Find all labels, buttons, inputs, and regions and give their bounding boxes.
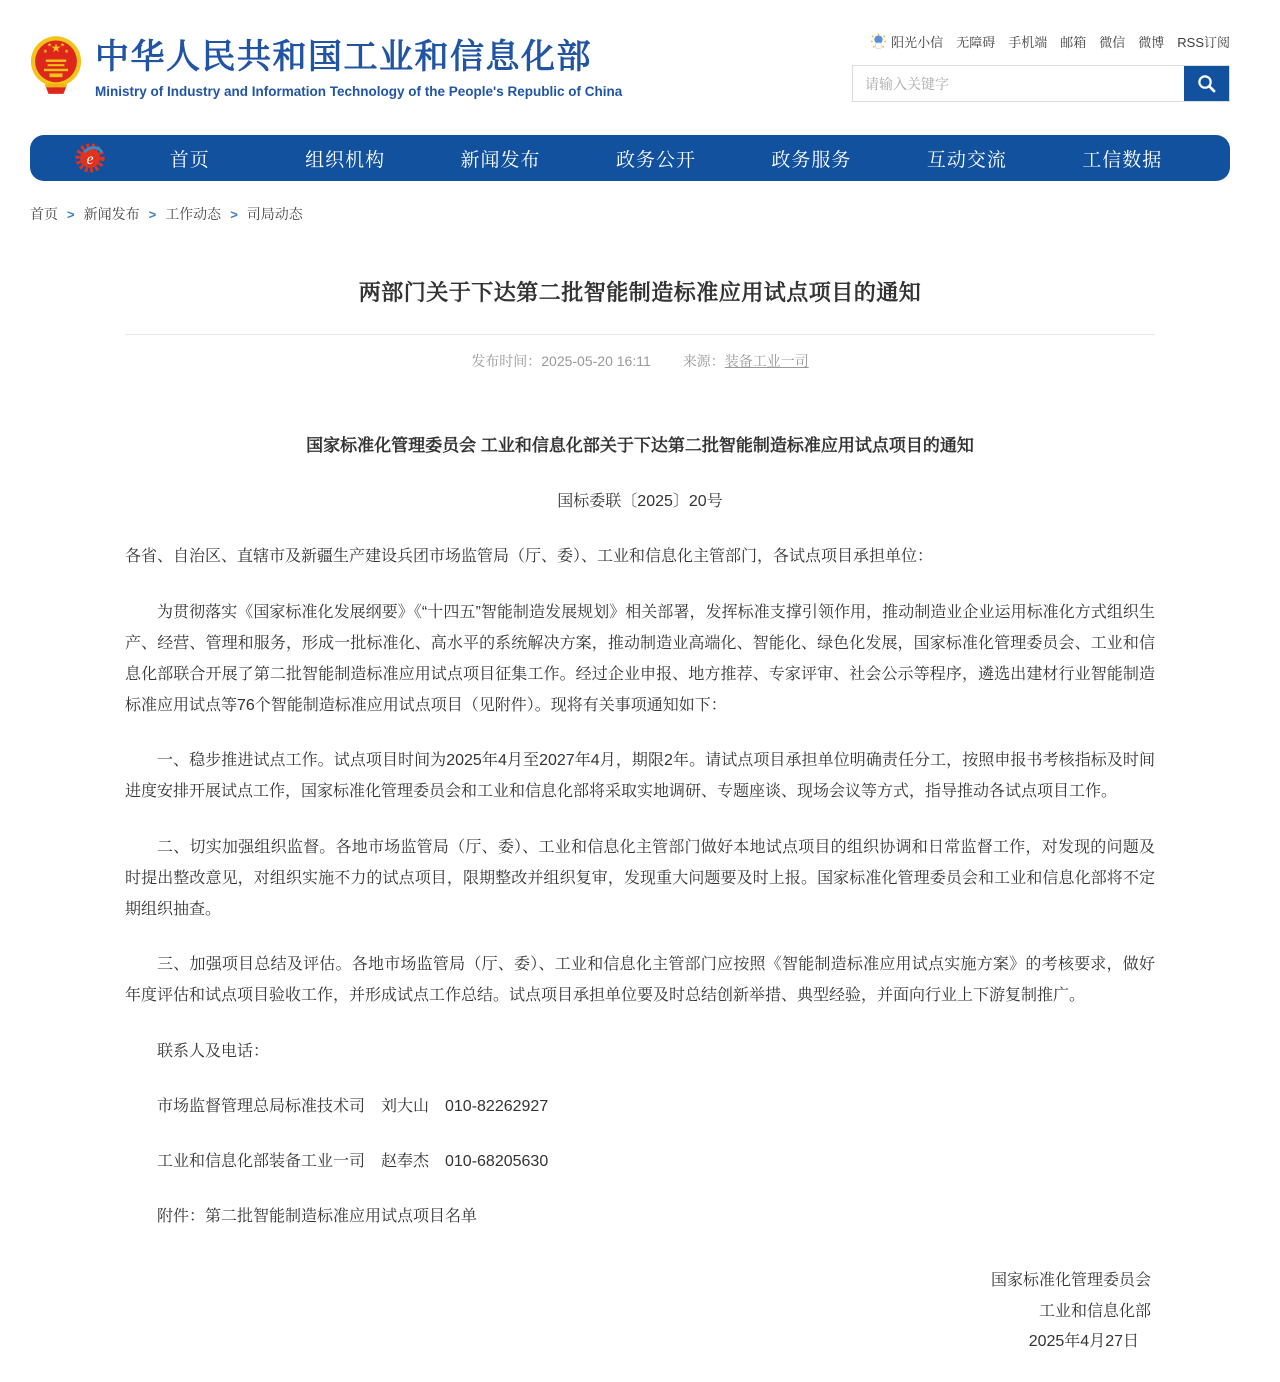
- title-divider: [125, 334, 1155, 335]
- site-title: 中华人民共和国工业和信息化部: [95, 38, 592, 77]
- top-link-wechat[interactable]: 微信: [1099, 35, 1126, 50]
- intro-paragraph: 为贯彻落实《国家标准化发展纲要》《“十四五”智能制造发展规划》相关部署，发挥标准支撑引领作用，推动制造业企业运用标准化方式组织生产、经营、管理和服务，形成一批标准化、高水平的系统解决方案，推动制造业高端化、智能化、绿色化发展，国家标准化管理委员会、工业和信息化部联合开展了第二批智能制造标准应用试点项目征集工作。经过企业申报、地方推荐、专家评审、社会公示等程序，遴选出建材行业智能制造标准应用试点等76个智能制造标准应用试点项目（见附件）。现将有关事项通知如下：: [125, 603, 1155, 715]
- attachment-line: 附件：第二批智能制造标准应用试点项目名单: [157, 1208, 478, 1226]
- item-1-paragraph: 一、稳步推进试点工作。试点项目时间为2025年4月至2027年4月，期限2年。请试点项目承担单位明确责任分工，按照申报书考核指标及时间进度安排开展试点工作，国家标准化管理委员会和工业和信息化部将采取实地调研、专题座谈、现场会议等方式，指导推动各试点项目工作。: [125, 752, 1155, 801]
- contact-line: 工业和信息化部装备工业一司 赵奉杰 010-68205630: [157, 1152, 549, 1170]
- publish-time: 2025-05-20 16:11: [541, 353, 651, 369]
- item-2-paragraph: 二、切实加强组织监督。各地市场监管局（厅、委）、工业和信息化主管部门做好本地试点项目的组织协调和日常监督工作，对发现的问题及时提出整改意见，对组织实施不力的试点项目，限期整改并组织复审，发现重大问题要及时上报。国家标准化管理委员会和工业和信息化部将不定期组织抽查。: [125, 838, 1155, 919]
- breadcrumb-bureau-trends[interactable]: 司局动态: [246, 206, 303, 222]
- search-button[interactable]: [1184, 66, 1229, 101]
- nav-item-home[interactable]: 首页: [169, 149, 210, 171]
- breadcrumb-work-trends[interactable]: 工作动态: [165, 206, 222, 222]
- svg-text:★: ★: [60, 42, 65, 49]
- top-link-sunshine-assistant[interactable]: 阳光小信: [870, 32, 943, 51]
- page-title: 两部门关于下达第二批智能制造标准应用试点项目的通知: [358, 280, 922, 305]
- document-body: [125, 429, 1155, 1358]
- top-link-mobile[interactable]: 手机端: [1008, 35, 1048, 50]
- source-label: 来源：: [682, 353, 725, 369]
- breadcrumb: [30, 204, 1250, 224]
- utility-links: [852, 32, 1230, 51]
- svg-text:★: ★: [47, 42, 52, 49]
- site-subtitle: Ministry of Industry and Information Technology of the People's Republic of China: [95, 83, 623, 99]
- svg-text:★: ★: [42, 49, 48, 55]
- nav-item-interaction[interactable]: 互动交流: [926, 149, 1007, 171]
- top-link-weibo[interactable]: 微博: [1138, 35, 1165, 50]
- site-header: [0, 0, 1280, 105]
- nav-item-organization[interactable]: 组织机构: [305, 149, 386, 171]
- top-link-rss[interactable]: RSS订阅: [1177, 35, 1230, 50]
- breadcrumb-home[interactable]: 首页: [30, 206, 58, 222]
- svg-text:★: ★: [64, 49, 70, 55]
- signature-agency: 国家标准化管理委员会: [990, 1272, 1151, 1290]
- breadcrumb-separator-icon: >: [230, 206, 238, 222]
- document-title: 国家标准化管理委员会 工业和信息化部关于下达第二批智能制造标准应用试点项目的通知: [306, 436, 974, 455]
- contact-line: 市场监督管理总局标准技术司 刘大山 010-82262927: [157, 1097, 549, 1115]
- brand-home-link[interactable]: [30, 32, 622, 105]
- breadcrumb-separator-icon: >: [67, 206, 75, 222]
- breadcrumb-separator-icon: >: [148, 206, 157, 222]
- nav-item-gov-disclosure[interactable]: 政务公开: [615, 149, 696, 171]
- nav-item-gov-services[interactable]: 政务服务: [771, 149, 852, 171]
- search-input[interactable]: [853, 66, 1184, 101]
- contact-heading: 联系人及电话：: [157, 1042, 270, 1060]
- assistant-robot-icon: [870, 33, 887, 50]
- search-box: [852, 65, 1230, 102]
- item-3-paragraph: 三、加强项目总结及评估。各地市场监管局（厅、委）、工业和信息化主管部门应按照《智能制造标准应用试点实施方案》的考核要求，做好年度评估和试点项目验收工作，并形成试点工作总结。试点项目承担单位要及时总结创新举措、典型经验，并面向行业上下游复制推广。: [125, 956, 1155, 1005]
- article-meta: [125, 351, 1155, 371]
- salutation-paragraph: 各省、自治区、直辖市及新疆生产建设兵团市场监管局（厅、委）、工业和信息化主管部门，各试点项目承担单位：: [125, 548, 934, 566]
- signature-date: 2025年4月27日: [1028, 1333, 1139, 1351]
- main-nav: [30, 135, 1230, 181]
- nav-item-news[interactable]: 新闻发布: [460, 149, 541, 171]
- top-link-mailbox[interactable]: 邮箱: [1060, 35, 1087, 50]
- document-number: 国标委联〔2025〕20号: [557, 493, 723, 511]
- top-link-accessibility[interactable]: 无障碍: [956, 35, 996, 50]
- nav-item-miit-data[interactable]: 工信数据: [1082, 149, 1163, 171]
- signature-block: [125, 1266, 1155, 1357]
- svg-text:★: ★: [50, 41, 62, 56]
- nav-gear-logo-icon: [74, 142, 106, 174]
- signature-agency: 工业和信息化部: [1038, 1302, 1151, 1320]
- national-emblem-icon: [30, 32, 82, 105]
- svg-text:e: e: [86, 151, 94, 169]
- search-icon: [1196, 73, 1217, 94]
- source-link[interactable]: 装备工业一司: [724, 353, 809, 369]
- header-right: [852, 32, 1230, 105]
- article: [125, 276, 1155, 1382]
- breadcrumb-news[interactable]: 新闻发布: [83, 206, 140, 222]
- publish-time-label: 发布时间：: [471, 353, 542, 369]
